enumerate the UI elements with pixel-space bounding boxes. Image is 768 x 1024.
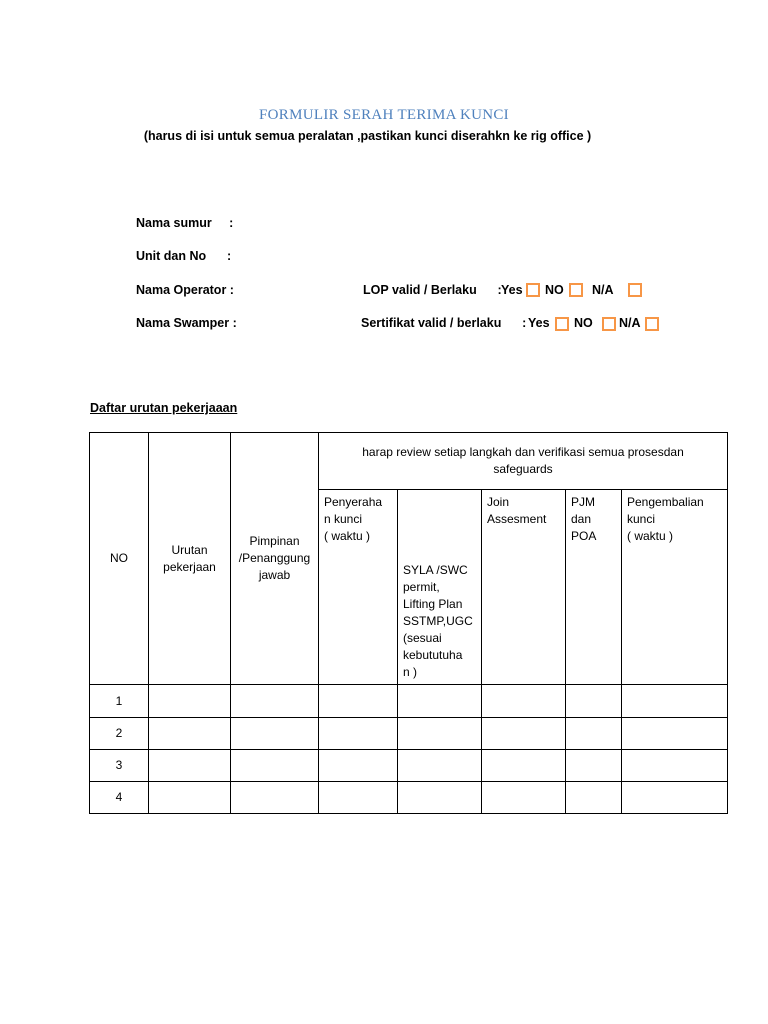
sertifikat-yes-checkbox[interactable] — [555, 317, 569, 331]
table-cell[interactable] — [231, 718, 319, 750]
sertifikat-yes-label: Yes — [528, 316, 550, 330]
table-cell[interactable] — [319, 782, 398, 814]
sertifikat-na-label: N/A — [619, 316, 641, 330]
table-cell[interactable] — [622, 718, 728, 750]
table-row — [90, 782, 728, 814]
header-pengembalian: Pengembalian kunci ( waktu ) — [622, 490, 728, 685]
table-cell[interactable] — [482, 782, 566, 814]
header-pimpinan: Pimpinan /Penanggung jawab — [231, 433, 319, 685]
table-cell[interactable] — [398, 750, 482, 782]
nama-sumur-label: Nama sumur : — [136, 216, 234, 230]
row-number: 2 — [90, 718, 149, 750]
lop-no-checkbox[interactable] — [569, 283, 583, 297]
lop-yes-label: Yes — [501, 283, 523, 297]
lop-na-checkbox[interactable] — [628, 283, 642, 297]
table-cell[interactable] — [149, 718, 231, 750]
nama-swamper-label: Nama Swamper : — [136, 316, 237, 330]
table-cell[interactable] — [231, 750, 319, 782]
lop-no-label: NO — [545, 283, 564, 297]
table-cell[interactable] — [622, 750, 728, 782]
section-title: Daftar urutan pekerjaaan — [90, 401, 238, 415]
table-cell[interactable] — [622, 685, 728, 718]
table-row — [90, 718, 728, 750]
work-sequence-table — [89, 432, 728, 814]
header-syla: SYLA /SWC permit, Lifting Plan SSTMP,UGC (sesuai kebututuha n ) — [398, 490, 482, 685]
header-pjm: PJM dan POA — [566, 490, 622, 685]
row-number: 1 — [90, 685, 149, 718]
lop-yes-checkbox[interactable] — [526, 283, 540, 297]
table-cell[interactable] — [319, 685, 398, 718]
table-cell[interactable] — [482, 718, 566, 750]
table-cell[interactable] — [482, 750, 566, 782]
sertifikat-valid-label: Sertifikat valid / berlaku : — [361, 316, 527, 330]
lop-valid-label: LOP valid / Berlaku : — [363, 283, 502, 297]
sertifikat-na-checkbox[interactable] — [645, 317, 659, 331]
header-urutan: Urutan pekerjaan — [149, 433, 231, 685]
unit-dan-no-label: Unit dan No : — [136, 249, 232, 263]
table-cell[interactable] — [566, 685, 622, 718]
table-row — [90, 685, 728, 718]
table-cell[interactable] — [622, 782, 728, 814]
header-join: Join Assesment — [482, 490, 566, 685]
table-cell[interactable] — [319, 750, 398, 782]
table-row — [90, 750, 728, 782]
sertifikat-no-checkbox[interactable] — [602, 317, 616, 331]
nama-operator-label: Nama Operator : — [136, 283, 234, 297]
table-cell[interactable] — [149, 685, 231, 718]
table-cell[interactable] — [566, 782, 622, 814]
table-cell[interactable] — [231, 782, 319, 814]
sertifikat-no-label: NO — [574, 316, 593, 330]
lop-na-label: N/A — [592, 283, 614, 297]
header-review-group: harap review setiap langkah dan verifikasi semua prosesdan safeguards — [319, 433, 728, 490]
row-number: 4 — [90, 782, 149, 814]
table-cell[interactable] — [566, 718, 622, 750]
table-cell[interactable] — [319, 718, 398, 750]
form-title: FORMULIR SERAH TERIMA KUNCI — [259, 107, 509, 123]
table-cell[interactable] — [398, 718, 482, 750]
row-number: 3 — [90, 750, 149, 782]
table-cell[interactable] — [566, 750, 622, 782]
table-cell[interactable] — [231, 685, 319, 718]
table-cell[interactable] — [482, 685, 566, 718]
header-penyerahan: Penyeraha n kunci ( waktu ) — [319, 490, 398, 685]
table-cell[interactable] — [398, 782, 482, 814]
table-cell[interactable] — [149, 750, 231, 782]
header-no: NO — [90, 433, 149, 685]
table-cell[interactable] — [398, 685, 482, 718]
table-cell[interactable] — [149, 782, 231, 814]
form-subtitle: (harus di isi untuk semua peralatan ,pastikan kunci diserahkn ke rig office ) — [143, 129, 592, 143]
